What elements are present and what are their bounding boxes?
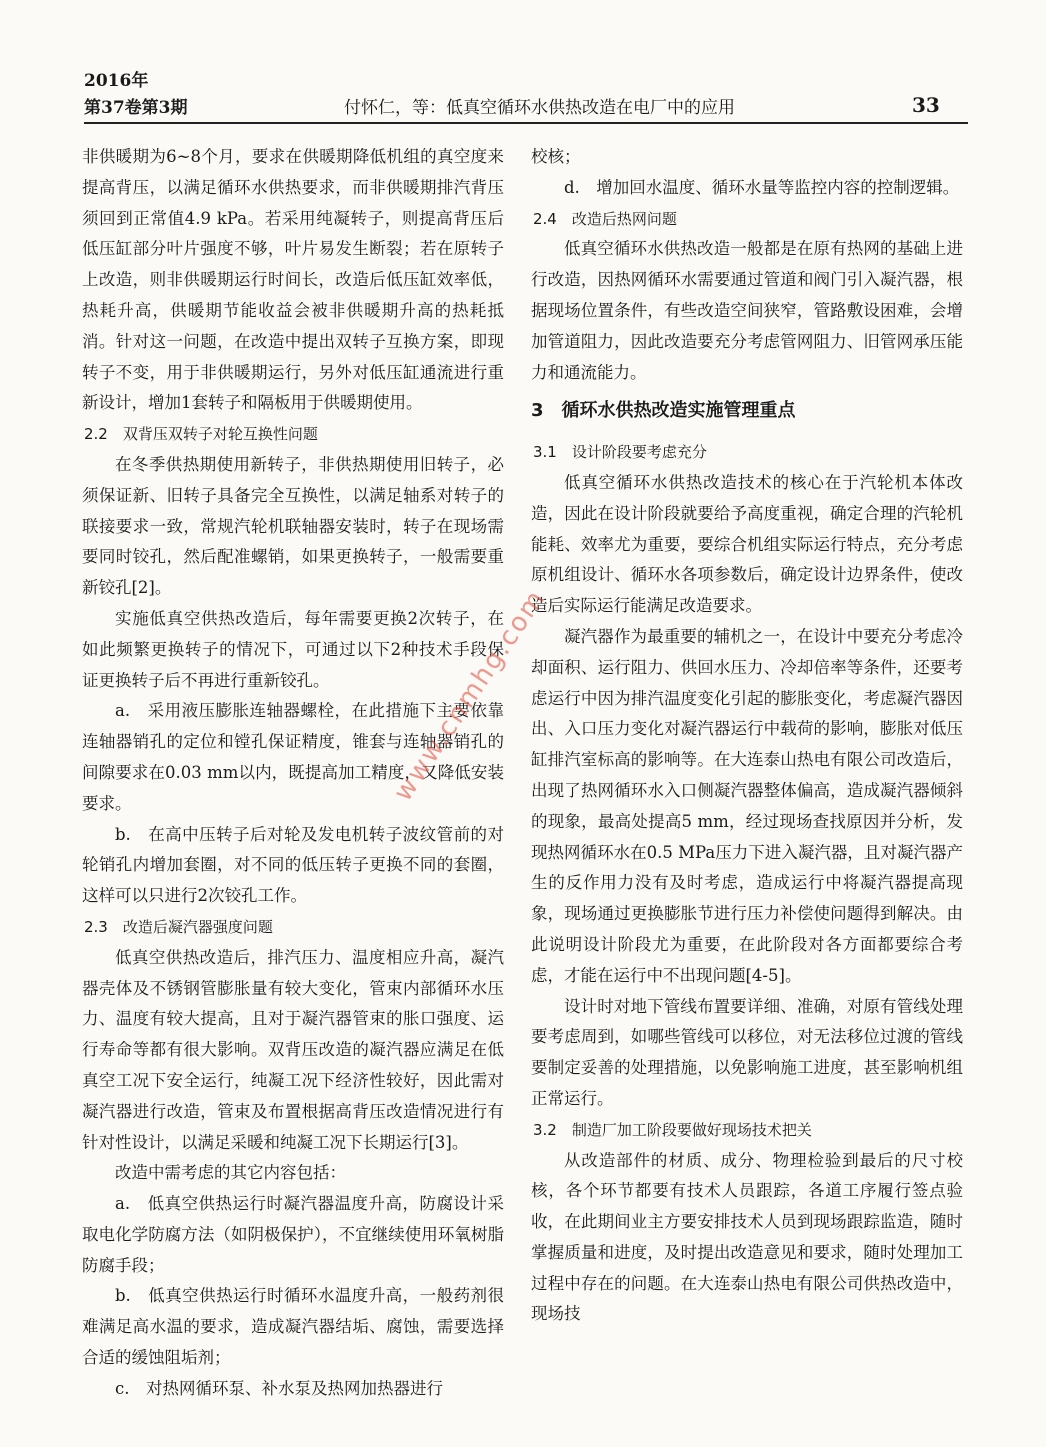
paragraph: 改造中需考虑的其它内容包括： [115, 1163, 346, 1183]
section-heading: 2.2 双背压双转子对轮互换性问题 [84, 425, 318, 444]
header-volume: 第37卷第3期 [84, 98, 188, 118]
header-year: 2016年 [84, 71, 149, 91]
header-rule [84, 122, 968, 124]
paragraph: a. 低真空供热运行时凝汽器温度升高，防腐设计采取电化学防腐方法（如阴极保护），不宜继续使用环氧树脂防腐手段； [82, 1194, 504, 1275]
paragraph: 低真空循环水供热改造一般都是在原有热网的基础上进行改造，因热网循环水需要通过管道和阀门引入凝汽器，根据现场位置条件，有些改造空间狭窄，管路敷设困难，会增加管道阻力，因此改造要充分考虑管网阻力、旧管网承压能力和通流能力。 [531, 239, 963, 382]
paragraph: d. 增加回水温度、循环水量等监控内容的控制逻辑。 [564, 177, 960, 197]
paragraph: 实施低真空供热改造后，每年需要更换2次转子，在如此频繁更换转子的情况下，可通过以下2种技术手段保证更换转子后不再进行重新铰孔。 [82, 608, 504, 690]
section-heading: 3.1 设计阶段要考虑充分 [533, 443, 707, 462]
paragraph: 凝汽器作为最重要的辅机之一，在设计中要充分考虑冷却面积、运行阻力、供回水压力、冷却倍率等条件，还要考虑运行中因为排汽温度变化引起的膨胀变化，考虑凝汽器因出、入口压力变化对凝汽器运行中载荷的影响，膨胀对低压缸排汽室标高的影响等。在大连泰山热电有限公司改造后，出现了热网循环水入口侧凝汽器整体偏高，造成凝汽器倾斜的现象，最高处提高5 mm，经过现场查找原因并分析，发现热网循环水在0.5 MPa压力下进入凝汽器，且对凝汽器产生的反作用力没有及时考虑，造成运行中将凝汽器提高现象，现场通过更换膨胀节进行压力补偿使问题得到解决。由此说明设计阶段尤为重要，在此阶段对各方面都要综合考虑，才能在运行中不出现问题[4-5]。 [531, 626, 963, 985]
paragraph: b. 在高中压转子后对轮及发电机转子波纹管前的对轮销孔内增加套圈，对不同的低压转子更换不同的套圈，这样可以只进行2次铰孔工作。 [82, 824, 504, 906]
paragraph: 从改造部件的材质、成分、物理检验到最后的尺寸校核，各个环节都要有技术人员跟踪，各道工序履行签点验收，在此期间业主方要安排技术人员到现场跟踪监造，随时掌握质量和进度，及时提出改造意见和要求，随时处理加工过程中存在的问题。在大连泰山热电有限公司供热改造中，现场技 [531, 1150, 963, 1324]
paragraph-continued: 非供暖期为6~8个月，要求在供暖期降低机组的真空度来提高背压，以满足循环水供热要求，而非供暖期排汽背压须回到正常值4.9 kPa。若采用纯凝转子，则提高背压后低压缸部分叶片强度不够，叶片易发生断裂；若在原转子上改造，则非供暖期运行时间长，改造后低压缸效率低，热耗升高，供暖期节能收益会被非供暖期升高的热耗抵消。针对这一问题，在改造中提出双转子互换方案，即现转子不变，用于非供暖期运行，另外对低压缸通流进行重新设计，增加1套转子和隔板用于供暖期使用。 [82, 147, 504, 413]
right-column [531, 142, 963, 1330]
paragraph: 设计时对地下管线布置要详细、准确，对原有管线处理要考虑周到，如哪些管线可以移位，对无法移位过渡的管线要制定妥善的处理措施，以免影响施工进度，甚至影响机组正常运行。 [531, 996, 963, 1108]
section-heading: 2.4 改造后热网问题 [533, 209, 677, 228]
paragraph: 低真空循环水供热改造技术的核心在于汽轮机本体改造，因此在设计阶段就要给予高度重视，确定合理的汽轮机能耗、效率尤为重要，要综合机组实际运行特点，充分考虑原机组设计、循环水各项参数后，确定设计边界条件，使改造后实际运行能满足改造要求。 [531, 472, 963, 616]
paragraph: a. 采用液压膨胀连轴器螺栓，在此措施下主要依靠连轴器销孔的定位和镗孔保证精度，锥套与连轴器销孔的间隙要求在0.03 mm以内，既提高加工精度，又降低安装要求。 [82, 701, 504, 813]
running-title: 付怀仁，等：低真空循环水供热改造在电厂中的应用 [344, 98, 735, 118]
section-heading: 3.2 制造厂加工阶段要做好现场技术把关 [533, 1120, 812, 1139]
left-column [82, 142, 504, 1405]
watermark: www.cnmhg.com [388, 583, 552, 807]
section-heading: 2.3 改造后凝汽器强度问题 [84, 917, 273, 936]
major-heading: 3 循环水供热改造实施管理重点 [531, 400, 796, 422]
paragraph: 低真空供热改造后，排汽压力、温度相应升高，凝汽器壳体及不锈钢管膨胀量有较大变化，管束内部循环水压力、温度有较大提高，且对于凝汽器管束的胀口强度、运行寿命等都有很大影响。双背压改造的凝汽器应满足在低真空工况下安全运行，纯凝工况下经济性较好，因此需对凝汽器进行改造，管束及布置根据高背压改造情况进行有针对性设计，以满足采暖和纯凝工况下长期运行[3]。 [82, 947, 504, 1152]
paragraph-continued: 校核； [531, 147, 581, 166]
paragraph: b. 低真空供热运行时循环水温度升高，一般药剂很难满足高水温的要求，造成凝汽器结垢、腐蚀，需要选择合适的缓蚀阻垢剂； [82, 1286, 504, 1368]
paragraph: c. 对热网循环泵、补水泵及热网加热器进行 [115, 1378, 443, 1398]
page-number: 33 [912, 93, 940, 117]
paragraph: 在冬季供热期使用新转子，非供热期使用旧转子，必须保证新、旧转子具备完全互换性，以满足轴系对转子的联接要求一致，常规汽轮机联轴器安装时，转子在现场需要同时铰孔，然后配准螺销，如果更换转子，一般需要重新铰孔[2]。 [82, 454, 504, 598]
